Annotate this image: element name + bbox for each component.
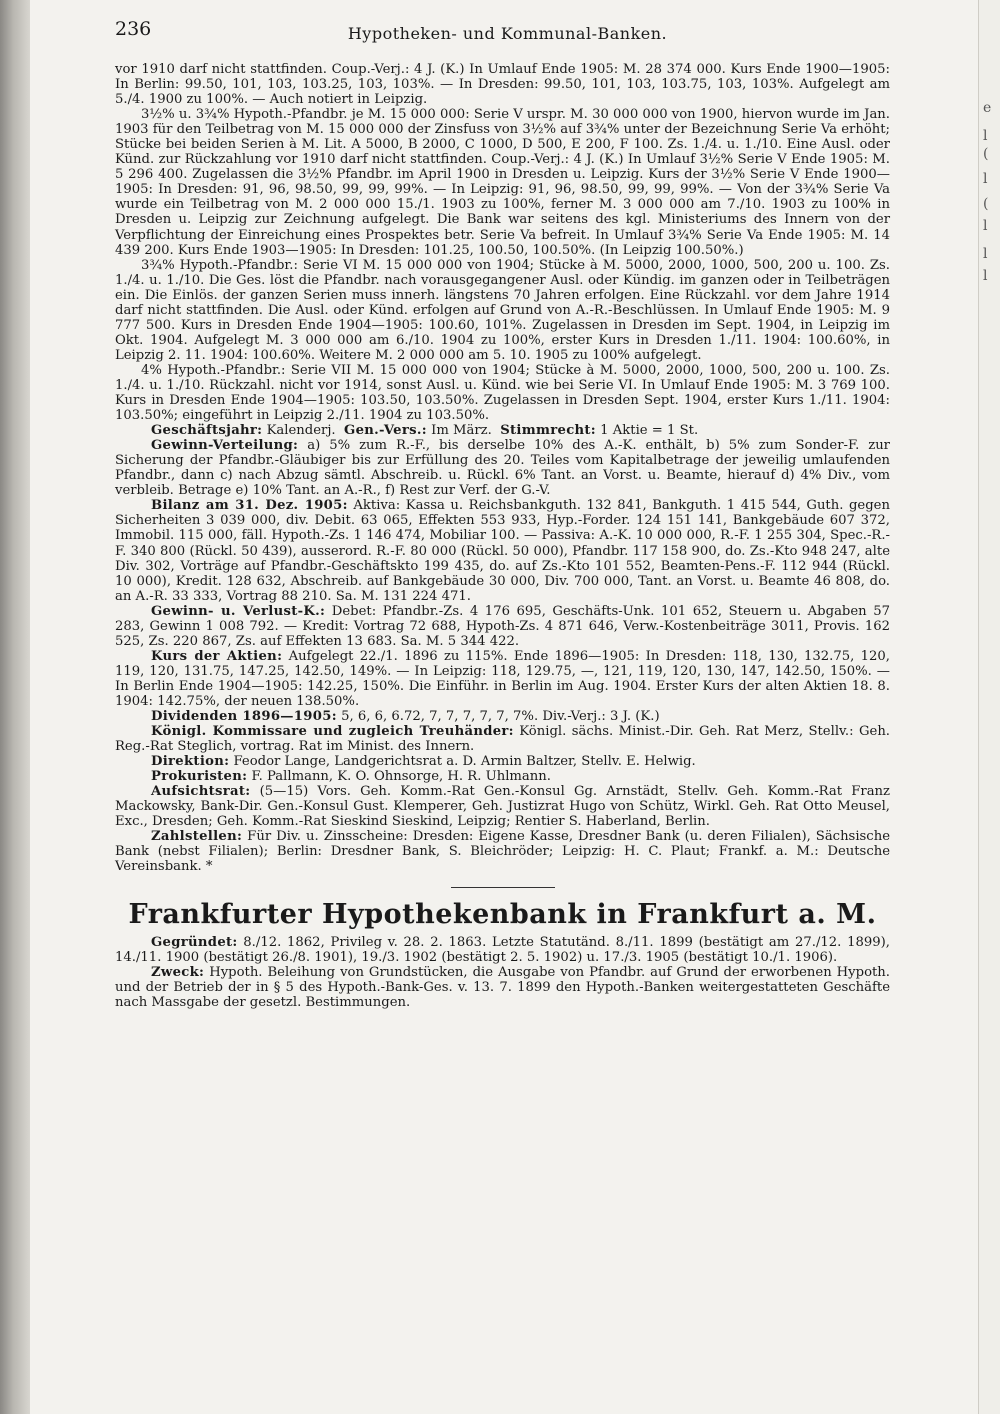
label-kurs-aktien: Kurs der Aktien: [151, 648, 283, 664]
text-column [115, 62, 890, 1010]
label-gegruendet: Gegründet: [151, 934, 238, 950]
value-zweck: Hypoth. Beleihung von Grundstücken, die Ausgabe von Pfandbr. auf Grund der erworbenen Hypoth. und der Betrieb der in § 5 des Hypoth.-Bank-Ges. v. 13. 7. 1899 den Hypoth.-Banken weitergestatteten Geschäfte nach Massgabe der gesetzl. Bestimmungen. [115, 964, 890, 1010]
value-bilanz: Aktiva: Kassa u. Reichsbankguth. 132 841, Bankguth. 1 415 544, Guth. gegen Sicherheiten 3 039 000, div. Debit. 63 065, Effekten 553 933, Hyp.-Forder. 124 151 141, Bankgebäude 607 372, Immobil. 115 000, fäll. Hypoth.-Zs. 1 146 474, Mobiliar 100. — Passiva: A.-K. 10 000 000, R.-F. 1 255 304, Spec.-R.-F. 340 800 (Rückl. 50 439), ausserord. R.-F. 80 000 (Rückl. 50 000), Pfandbr. 117 158 900, do. Zs.-Kto 948 247, alte Div. 302, Vorträge auf Pfandbr.-Geschäftskto 199 435, do. auf Zs.-Kto 101 552, Beamten-Pens.-F. 112 944 (Rückl. 10 000), Kredit. 128 632, Abschreib. auf Bankgebäude 30 000, Div. 700 000, Tant. an Vorst. u. Beamte 46 808, do. an A.-R. 33 333, Vortrag 88 210. Sa. M. 131 224 471. [115, 498, 890, 604]
edge-mark: ( [983, 146, 989, 162]
paragraph-zahlstellen [115, 829, 890, 874]
label-gewinn-verteilung: Gewinn-Verteilung: [151, 438, 299, 454]
edge-mark: l [983, 171, 988, 187]
label-geschaeftsjahr: Geschäftsjahr: [151, 423, 263, 439]
label-prokuristen: Prokuristen: [151, 769, 248, 785]
page-number: 236 [115, 18, 152, 40]
value-zahlstellen: Für Div. u. Zinsscheine: Dresden: Eigene Kasse, Dresdner Bank (u. deren Filialen), Sächsische Bank (nebst Filialen); Berlin: Dresdner Bank, S. Bleichröder; Leipzig: H. C. Plaut; Frankf. a. M.: Deutsche Vereinsbank. * [115, 829, 890, 875]
paragraph-gegruendet [115, 935, 890, 965]
edge-mark: l [983, 218, 988, 234]
paragraph-gewinn-verlust [115, 604, 890, 649]
paragraph-aufsichtsrat [115, 784, 890, 829]
value-geschaeftsjahr: Kalenderj. [266, 423, 336, 439]
paragraph-direktion [115, 754, 890, 769]
paragraph-prokuristen [115, 769, 890, 784]
label-dividenden: Dividenden 1896—1905: [151, 709, 337, 725]
label-gewinn-verlust: Gewinn- u. Verlust-K.: [151, 603, 326, 619]
paragraph-gewinn-verteilung [115, 438, 890, 498]
paragraph-serie-vii: 4% Hypoth.-Pfandbr.: Serie VII M. 15 000 000 von 1904; Stücke à M. 5000, 2000, 1000, 500, 200 u. 100. Zs. 1./4. u. 1./10. Rückzahl. nicht vor 1914, sonst Ausl. u. Künd. wie bei Serie VI. In Umlauf Ende 1905: M. 3 769 100. Kurs in Dresden Ende 1904—1905: 103.50, 103.50%. Zugelassen in Dresden Sept. 1904, erster Kurs 1./11. 1904: 103.50%; eingeführt in Leipzig 2./11. 1904 zu 103.50%. [115, 362, 890, 424]
book-spine-shadow [0, 0, 30, 1414]
label-aufsichtsrat: Aufsichtsrat: [151, 784, 251, 800]
label-gen-vers: Gen.-Vers.: [344, 423, 427, 439]
label-stimmrecht: Stimmrecht: [500, 423, 596, 439]
edge-mark: e [983, 100, 992, 116]
paragraph-zweck [115, 965, 890, 1010]
label-direktion: Direktion: [151, 754, 230, 770]
edge-mark: l [983, 128, 988, 144]
value-aufsichtsrat: (5—15) Vors. Geh. Komm.-Rat Gen.-Konsul Gg. Arnstädt, Stellv. Geh. Komm.-Rat Franz Mackowsky, Bank-Dir. Gen.-Konsul Gust. Klemperer, Geh. Justizrat Hugo von Schütz, Wirkl. Geh. Rat Otto Meusel, Exc., Dresden; Geh. Komm.-Rat Sieskind Sieskind, Leipzig; Rentier S. Haberland, Berlin. [115, 784, 890, 830]
value-gewinn-verteilung: a) 5% zum R.-F., bis derselbe 10% des A.-K. enthält, b) 5% zum Sonder-F. zur Sicherung der Pfandbr.-Gläubiger bis zur Erfüllung des 20. Teiles vom Kapitalbetrage der jeweilig umlaufenden Pfandbr., dann c) nach Abzug sämtl. Abschreib. u. Rückl. 6% Tant. an Vorst. u. Beamte, hierauf d) 4% Div., vom verbleib. Betrage e) 10% Tant. an A.-R., f) Rest zur Verf. der G.-V. [115, 438, 890, 499]
paragraph-serie-vi: 3¾% Hypoth.-Pfandbr.: Serie VI M. 15 000 000 von 1904; Stücke à M. 5000, 2000, 1000, 500, 200 u. 100. Zs. 1./4. u. 1./10. Die Ges. löst die Pfandbr. nach vorausgegangener Ausl. oder Kündig. im ganzen oder in Teilbeträgen ein. Die Einlös. der ganzen Serien muss innerh. längstens 70 Jahren erfolgen. Eine Rückzahl. vor dem Jahre 1914 darf nicht stattfinden. Die Ausl. oder Künd. erfolgen auf Grund von A.-R.-Beschlüssen. In Umlauf Ende 1905: M. 9 777 500. Kurs in Dresden Ende 1904—1905: 100.60, 101%. Zugelassen in Dresden im Sept. 1904, in Leipzig im Okt. 1904. Aufgelegt M. 3 000 000 am 6./10. 1904 zu 100%, erster Kurs in Dresden 1./11. 1904: 100.60%, in Leipzig 2. 11. 1904: 100.60%. Weitere M. 2 000 000 am 5. 10. 1905 zu 100% aufgelegt. [115, 257, 890, 363]
next-page-edge [978, 0, 1000, 1414]
page-header [115, 18, 900, 46]
value-gewinn-verlust: Debet: Pfandbr.-Zs. 4 176 695, Geschäfts-Unk. 101 652, Steuern u. Abgaben 57 283, Gewinn 1 008 792. — Kredit: Vortrag 72 688, Hypoth-Zs. 4 871 646, Verw.-Kostenbeiträge 3011, Provis. 162 525, Zs. 220 867, Zs. auf Effekten 13 683. Sa. M. 5 344 422. [115, 603, 890, 649]
edge-mark: ( [983, 196, 989, 212]
value-gen-vers: Im März. [431, 423, 492, 439]
section-divider [451, 887, 555, 888]
label-zweck: Zweck: [151, 964, 205, 980]
value-gegruendet: 8./12. 1862, Privileg v. 28. 2. 1863. Letzte Statutänd. 8./11. 1899 (bestätigt am 27./12. 1899), 14./11. 1900 (bestätigt 26./8. 1901), 19./3. 1902 (bestätigt 2. 5. 1902) u. 17./3. 1905 (bestätigt 10./1. 1906). [115, 934, 890, 965]
value-prokuristen: F. Pallmann, K. O. Ohnsorge, H. R. Uhlmann. [251, 769, 551, 785]
section-title: Frankfurter Hypothekenbank in Frankfurt a. M. [128, 898, 877, 930]
paragraph-kurs-aktien [115, 649, 890, 709]
paragraph-dividenden [115, 709, 890, 724]
paragraph-geschaeftsjahr [115, 423, 890, 438]
value-direktion: Feodor Lange, Landgerichtsrat a. D. Armin Baltzer, Stellv. E. Helwig. [233, 754, 696, 770]
label-kommissare: Königl. Kommissare und zugleich Treuhänder: [151, 724, 514, 740]
value-dividenden: 5, 6, 6, 6.72, 7, 7, 7, 7, 7, 7%. Div.-Verj.: 3 J. (K.) [341, 709, 660, 725]
edge-mark: l [983, 268, 988, 284]
label-bilanz: Bilanz am 31. Dez. 1905: [151, 498, 348, 514]
label-zahlstellen: Zahlstellen: [151, 829, 243, 845]
value-stimmrecht: 1 Aktie = 1 St. [600, 423, 699, 439]
paragraph-serie-v: 3½% u. 3¾% Hypoth.-Pfandbr. je M. 15 000 000: Serie V urspr. M. 30 000 000 von 1900, hiervon wurde im Jan. 1903 für den Teilbetrag von M. 15 000 000 der Zinsfuss von 3½% auf 3¾% unter der Bezeichnung Serie Va erhöht; Stücke bei beiden Serien à M. Lit. A 5000, B 2000, C 1000, D 500, E 200, F 100. Zs. 1./4. u. 1./10. Eine Ausl. oder Künd. zur Rückzahlung vor 1910 darf nicht stattfinden. Coup.-Verj.: 4 J. (K.) In Umlauf 3½% Serie V Ende 1905: M. 5 296 400. Zugelassen die 3½% Pfandbr. im April 1900 in Dresden u. Leipzig. Kurs der 3½% Serie V Ende 1900—1905: In Dresden: 91, 96, 98.50, 99, 99, 99%. — In Leipzig: 91, 96, 98.50, 99, 99, 99%. — Von der 3¾% Serie Va wurde ein Teilbetrag von M. 2 000 000 15./1. 1903 zu 100%, ferner M. 3 000 000 am 7./10. 1903 zu 100% in Dresden u. Leipzig zur Zeichnung aufgelegt. Die Bank war seitens des kgl. Ministeriums des Innern von der Verpflichtung der Einreichung eines Prospektes betr. Serie Va befreit. In Umlauf 3¾% Serie Va Ende 1905: M. 14 439 200. Kurs Ende 1903—1905: In Dresden: 101.25, 100.50, 100.50%. (In Leipzig 100.50%.) [115, 107, 890, 258]
value-kurs-aktien: Aufgelegt 22./1. 1896 zu 115%. Ende 1896—1905: In Dresden: 118, 130, 132.75, 120, 119, 120, 131.75, 147.25, 142.50, 149%. — In Leipzig: 118, 129.75, —, 121, 119, 120, 130, 147, 142.50, 150%. — In Berlin Ende 1904—1905: 142.25, 150%. Die Einführ. in Berlin im Aug. 1904. Erster Kurs der alten Aktien 18. 8. 1904: 142.75%, der neuen 138.50%. [115, 648, 890, 709]
running-title: Hypotheken- und Kommunal-Banken. [347, 24, 668, 43]
value-kommissare: Königl. sächs. Minist.-Dir. Geh. Rat Merz, Stellv.: Geh. Reg.-Rat Steglich, vortrag. Rat im Minist. des Innern. [115, 724, 890, 755]
paragraph-bilanz [115, 498, 890, 603]
edge-mark: l [983, 246, 988, 262]
paragraph-kurs: vor 1910 darf nicht stattfinden. Coup.-Verj.: 4 J. (K.) In Umlauf Ende 1905: M. 28 374 000. Kurs Ende 1900—1905: In Berlin: 99.50, 101, 103, 103.25, 103, 103%. — In Dresden: 99.50, 101, 103, 103.75, 103, 103%. Aufgelegt am 5./4. 1900 zu 100%. — Auch notiert in Leipzig. [115, 62, 890, 108]
paragraph-kommissare [115, 724, 890, 754]
